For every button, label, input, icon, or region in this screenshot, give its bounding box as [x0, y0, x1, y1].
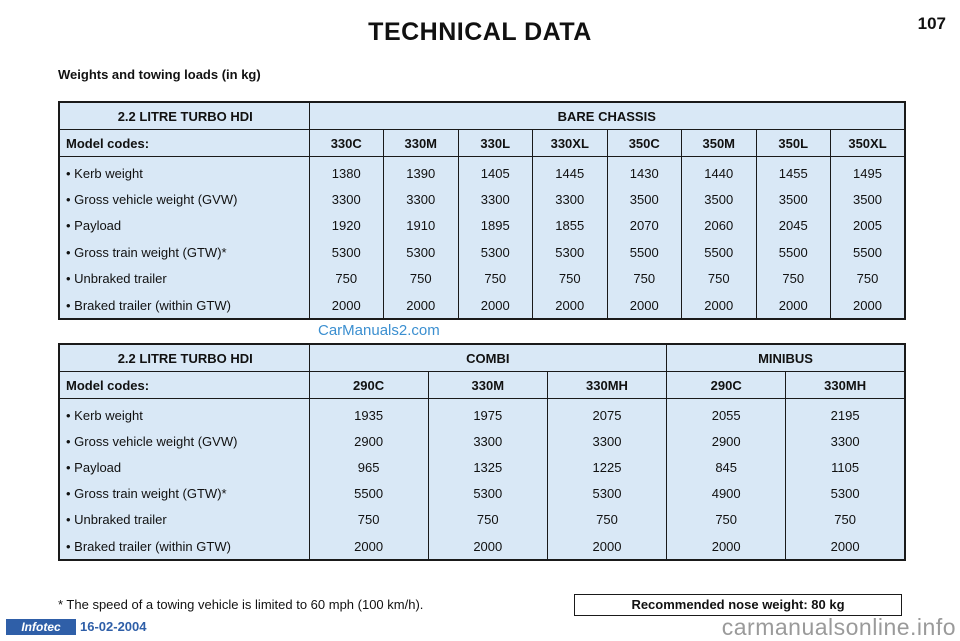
table-cell: 1855: [533, 213, 608, 239]
table-cell: 2075: [547, 399, 666, 429]
table-cell: 965: [309, 454, 428, 480]
model-code: 330XL: [533, 130, 608, 157]
table-cell: 3500: [756, 186, 831, 212]
model-code: 330MH: [547, 372, 666, 399]
page-number: 107: [917, 14, 946, 33]
group-header-bare-chassis: BARE CHASSIS: [309, 102, 905, 130]
table-cell: 1910: [384, 213, 459, 239]
engine-header: 2.2 LITRE TURBO HDI: [59, 344, 309, 372]
row-label: • Payload: [59, 213, 309, 239]
table-cell: 5500: [607, 239, 682, 265]
table-cell: 2000: [830, 538, 860, 554]
table-cell: 750: [309, 507, 428, 533]
table-cell: 1895: [458, 213, 533, 239]
table-cell: 1935: [309, 399, 428, 429]
nose-weight-box: Recommended nose weight: 80 kg: [574, 594, 902, 616]
model-code: 330C: [309, 130, 384, 157]
table-cell: 750: [309, 266, 384, 292]
infotec-logo: Infotec: [6, 619, 76, 635]
table-cell: 750: [458, 266, 533, 292]
table-cell: 750: [607, 266, 682, 292]
row-label: • Braked trailer (within GTW): [59, 533, 309, 560]
table-cell: 2000: [756, 292, 831, 319]
table-cell: 845: [667, 454, 786, 480]
table-cell: 1495: [853, 165, 882, 181]
table-cell: 3300: [533, 186, 608, 212]
table-row: [59, 428, 905, 454]
model-code: 330M: [384, 130, 459, 157]
section-subtitle: Weights and towing loads (in kg): [58, 67, 261, 82]
table-cell: 1405: [458, 157, 533, 187]
row-label: • Gross vehicle weight (GVW): [59, 186, 309, 212]
table-cell: 750: [547, 507, 666, 533]
table-cell: 2195: [830, 407, 860, 423]
table-header-row: [59, 344, 905, 372]
table-cell: 5300: [428, 481, 547, 507]
model-code: 290C: [667, 372, 786, 399]
table-cell: 1390: [384, 157, 459, 187]
row-label: • Payload: [59, 454, 309, 480]
table-cell: 2000: [533, 292, 608, 319]
row-label: • Gross vehicle weight (GVW): [59, 428, 309, 454]
table-row: [59, 292, 905, 319]
table-cell: 2000: [309, 292, 384, 319]
table-row: [59, 186, 905, 212]
table-row: [59, 481, 905, 507]
table-cell: 5300: [533, 239, 608, 265]
table-cell: 1920: [309, 213, 384, 239]
watermark-text: CarManuals2.com: [318, 322, 440, 339]
row-label: • Gross train weight (GTW)*: [59, 239, 309, 265]
table-cell: 2000: [547, 533, 666, 560]
table-cell: 3300: [309, 186, 384, 212]
row-label: • Unbraked trailer: [59, 507, 309, 533]
model-code: 350XL: [831, 130, 906, 157]
model-code: 330L: [458, 130, 533, 157]
table-cell: 3500: [682, 186, 757, 212]
row-label: • Kerb weight: [59, 399, 309, 429]
model-code: 350L: [756, 130, 831, 157]
table-cell: 1975: [428, 399, 547, 429]
table-cell: 2000: [607, 292, 682, 319]
group-header-combi: COMBI: [309, 344, 667, 372]
table-cell: 5300: [547, 481, 666, 507]
table-cell: 3300: [830, 433, 860, 449]
table-row: [59, 157, 905, 187]
table-cell: 5500: [309, 481, 428, 507]
table-row: [59, 533, 905, 560]
table-cell: 3300: [428, 428, 547, 454]
table-cell: 5300: [309, 239, 384, 265]
print-date: 16-02-2004: [80, 619, 147, 634]
table-cell: 3300: [458, 186, 533, 212]
row-label: • Kerb weight: [59, 157, 309, 187]
table-cell: 750: [756, 266, 831, 292]
table-cell: 5300: [458, 239, 533, 265]
table-cell: 1445: [533, 157, 608, 187]
table-cell: 2060: [682, 213, 757, 239]
table-cell: 1105: [831, 459, 860, 475]
model-codes-row: [59, 372, 905, 399]
model-codes-label: Model codes:: [59, 130, 309, 157]
table-cell: 2000: [384, 292, 459, 319]
row-label: • Unbraked trailer: [59, 266, 309, 292]
table-cell: 3300: [384, 186, 459, 212]
model-code: 290C: [309, 372, 428, 399]
table-cell: 1225: [547, 454, 666, 480]
table-header-row: [59, 102, 905, 130]
table-cell: 1325: [428, 454, 547, 480]
table-cell: 3300: [547, 428, 666, 454]
table-cell: 2000: [428, 533, 547, 560]
table-cell: 5300: [830, 486, 860, 502]
model-code: 350M: [682, 130, 757, 157]
model-codes-row: [59, 130, 905, 157]
table-cell: 750: [428, 507, 547, 533]
combi-minibus-weights-table: [58, 343, 906, 561]
table-cell: 1440: [682, 157, 757, 187]
table-cell: 2070: [607, 213, 682, 239]
table-cell: 4900: [667, 481, 786, 507]
table-cell: 2000: [458, 292, 533, 319]
page-title: TECHNICAL DATA: [368, 18, 592, 46]
footnote: * The speed of a towing vehicle is limited to 60 mph (100 km/h).: [58, 597, 424, 612]
table-cell: 2000: [667, 533, 786, 560]
table-cell: 750: [533, 266, 608, 292]
table-cell: 750: [384, 266, 459, 292]
table-cell: 750: [834, 512, 856, 528]
engine-header: 2.2 LITRE TURBO HDI: [59, 102, 309, 130]
table-cell: 2900: [667, 428, 786, 454]
model-code: 330M: [428, 372, 547, 399]
table-cell: 3500: [607, 186, 682, 212]
table-cell: 2045: [756, 213, 831, 239]
table-cell: 3500: [853, 192, 882, 208]
row-label: • Gross train weight (GTW)*: [59, 481, 309, 507]
table-cell: 2900: [309, 428, 428, 454]
table-row: [59, 507, 905, 533]
table-cell: 750: [856, 271, 879, 287]
table-row: [59, 266, 905, 292]
bare-chassis-weights-table: [58, 101, 906, 320]
model-codes-label: Model codes:: [59, 372, 309, 399]
model-code: 330MH: [786, 372, 905, 399]
table-row: [59, 454, 905, 480]
table-cell: 5500: [853, 244, 882, 260]
table-cell: 5500: [756, 239, 831, 265]
table-cell: 1380: [309, 157, 384, 187]
table-row: [59, 213, 905, 239]
row-label: • Braked trailer (within GTW): [59, 292, 309, 319]
table-cell: 5300: [384, 239, 459, 265]
table-cell: 2005: [853, 218, 882, 234]
table-cell: 2000: [309, 533, 428, 560]
table-cell: 5500: [682, 239, 757, 265]
model-code: 350C: [607, 130, 682, 157]
table-cell: 2000: [853, 297, 882, 313]
table-row: [59, 399, 905, 429]
table-cell: 2055: [667, 399, 786, 429]
group-header-minibus: MINIBUS: [667, 344, 905, 372]
table-cell: 2000: [682, 292, 757, 319]
table-cell: 1455: [756, 157, 831, 187]
table-row: [59, 239, 905, 265]
table-cell: 1430: [607, 157, 682, 187]
table-cell: 750: [682, 266, 757, 292]
table-cell: 750: [667, 507, 786, 533]
site-watermark: carmanualsonline.info: [721, 614, 956, 640]
